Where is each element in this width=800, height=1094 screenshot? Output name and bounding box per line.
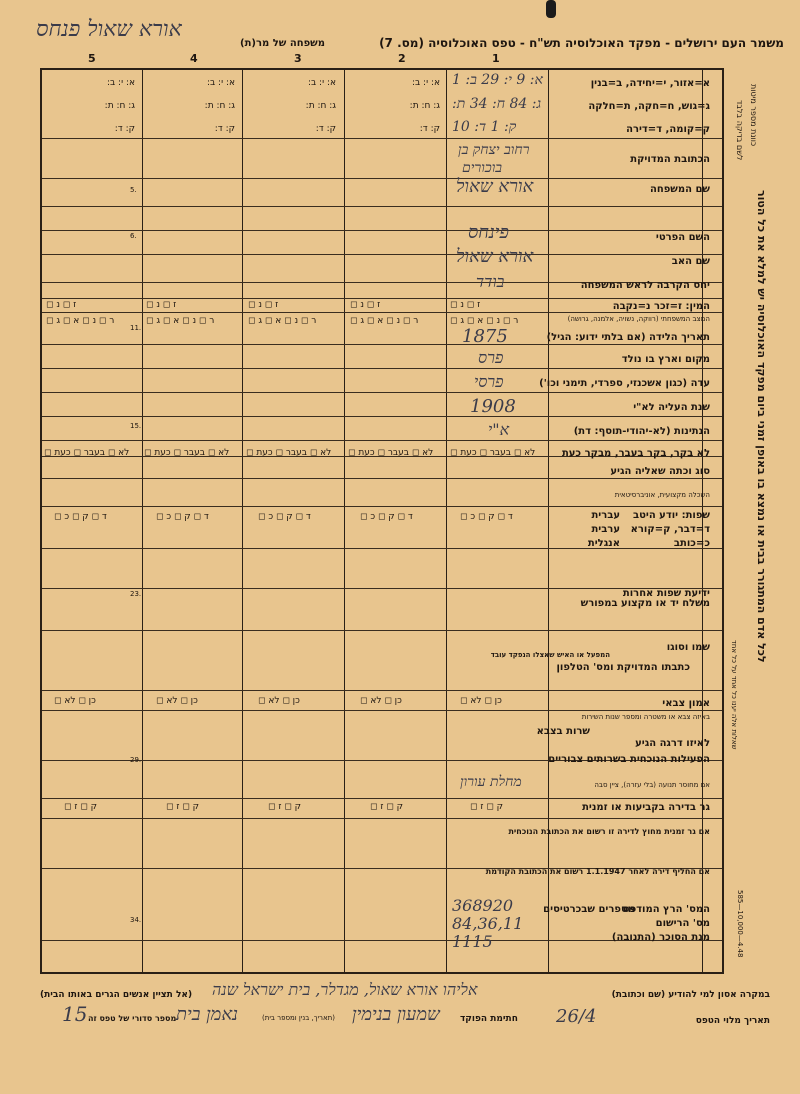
right-small-text: לשם בדיקה בלבד	[735, 100, 744, 161]
row-label-prev-address: אם החליף דירה לאחר 1.1.1947 רשום את הכתובת הקודמת	[485, 867, 710, 876]
row-label-army-service: באיזה צבא או משטרה ומספר שנות השירות	[581, 713, 710, 721]
hw-first-name: פינחס	[468, 222, 509, 243]
row-label-first-name: השם הפרטי	[655, 232, 710, 243]
marital-options-col1: ר ◻ נ ◻ א ◻ ג ◻	[450, 316, 519, 326]
marital-options-col5: ר ◻ נ ◻ א ◻ ג ◻	[46, 316, 115, 326]
row-label-military-training: אמון צבאי	[662, 698, 710, 709]
group-certificates: מספרים שבכרטיסים	[543, 904, 635, 915]
codes-line1-col2: א: י: ב:	[411, 78, 440, 88]
family-name-handwritten: אורא שאול פנחס	[36, 17, 182, 42]
row-label-other-languages: ידיעת שפות אחרות	[622, 588, 710, 599]
codes-line2-col4: ג: ח: ת:	[204, 101, 235, 111]
row-label-sugar: מנת הסוכר (התנובה)	[611, 932, 710, 943]
hw-area-values: א: 9 י: 29 ב: 1	[452, 72, 543, 88]
row-label-workplace-address: כתבתו המדויקת ומס' הטלפון	[556, 662, 690, 673]
row-label-serial: המס' הרץ המודפס	[622, 904, 710, 915]
group-army: שרות בצבא	[536, 726, 590, 737]
codes-line1-col4: א: י: ב:	[206, 78, 235, 88]
print-code: 585—10,000—4.48	[736, 890, 744, 958]
school-options-col1: לא ◻ בעבר ◻ כעת ◻	[450, 448, 536, 458]
row-label-immigration: שנת העליה לא"י	[633, 402, 710, 413]
lang-options-col2: ד ◻ ק ◻ כ ◻	[360, 512, 413, 522]
school-options-col3: לא ◻ בעבר ◻ כעת ◻	[246, 448, 332, 458]
row-num: 5.	[130, 186, 137, 194]
row-num: 11.	[130, 324, 142, 332]
column-number-3: 3	[294, 52, 302, 65]
row-label-citizenship: הנתינות (לא-יהודי-תוסף: דת)	[573, 426, 710, 437]
row-label-community: עדה (כגון אשכנזי, ספרדי, תימני וכו')	[539, 378, 710, 389]
column-number-2: 2	[398, 52, 406, 65]
row-label-lang-key2: כ=כותב	[673, 538, 710, 549]
field-floor-apartment: ק=קומה, ד=דירה	[626, 124, 710, 135]
codes-line3-col3: ק: ד:	[315, 124, 336, 134]
residence-options-col4: ק ◻ ז ◻	[166, 802, 200, 812]
row-label-marital: המצב המשפחתי (רווקה, נשויה, אלמנה, גרושה)	[567, 315, 710, 323]
hw-floor-values: ק: 1 ד: 10	[452, 119, 517, 135]
right-vertical-instruction: לכל אדם המתגורר בבית או נמצא בו באופן זמני ביום מפקד האוכלוסיה יש למלא את כל הטור	[755, 190, 768, 663]
marital-options-col3: ר ◻ נ ◻ א ◻ ג ◻	[248, 316, 317, 326]
hw-registry-number: 368920	[452, 896, 514, 915]
emergency-label: במקרה אסון למי להודיע (שם וכתובת)	[611, 990, 770, 1000]
form-number-value: 15	[62, 1002, 88, 1026]
row-label-workplace-name: שמו וסוגו	[666, 642, 710, 653]
residence-options-col3: ק ◻ ז ◻	[268, 802, 302, 812]
row-label-birth-date: תאריך הלידה (אם בלתי ידוע: הגיל)	[546, 332, 710, 343]
codes-line3-col2: ק: ד:	[419, 124, 440, 134]
army-options-col4: כן ◻ לא ◻	[156, 696, 198, 706]
hw-public-activity: מחלת עורון	[460, 774, 522, 790]
form-number-label: מספר סדורי של טפס זה	[88, 1014, 177, 1023]
army-options-col3: כן ◻ לא ◻	[258, 696, 300, 706]
field-block-parcel: ג=גוש, ח=חקה, ת=חלקה	[588, 101, 710, 112]
signature-label: חתימת הפוקד	[460, 1014, 518, 1024]
language-arabic: ערבית	[591, 524, 620, 535]
row-label-surname: שם המשפחה	[649, 184, 710, 195]
row-num: 29.	[130, 756, 142, 764]
lang-options-col5: ד ◻ ק ◻ כ ◻	[54, 512, 107, 522]
lang-options-col4: ד ◻ ק ◻ כ ◻	[156, 512, 209, 522]
residence-options-col5: ק ◻ ז ◻	[64, 802, 98, 812]
row-label-temp-address: אם גר זמנית מחוץ לדירה זו רשום את הכתובת הנוכחית	[508, 827, 710, 836]
school-options-col2: לא ◻ בעבר ◻ כעת ◻	[348, 448, 434, 458]
residence-options-col2: ק ◻ ז ◻	[370, 802, 404, 812]
marital-options-col2: ר ◻ נ ◻ א ◻ ג ◻	[350, 316, 419, 326]
row-label-occupation: משלח יד או מקצוע במפורש	[580, 598, 710, 609]
row-label-relation: יחס הקרבה לראש המשפחה	[580, 280, 710, 291]
emergency-value: אליהו אורא שאול, מגדלר, בית ישראל שנה	[212, 980, 478, 999]
codes-line3-col5: ק: ד:	[114, 124, 135, 134]
sex-options-col3: ז ◻ נ ◻	[248, 300, 279, 310]
army-options-col1: כן ◻ לא ◻	[460, 696, 502, 706]
field-exact-address: הכתובת המדויקת	[630, 154, 710, 165]
sex-options-col2: ז ◻ נ ◻	[350, 300, 381, 310]
punch-hole	[546, 0, 556, 18]
row-label-disability: אם מחוסר תנועה (בלי עזרה), ציין סבה	[594, 781, 710, 789]
hw-birth-date: 1875	[462, 326, 508, 347]
row-label-registration: מס' הרישום	[655, 918, 710, 929]
emergency-note: (אל תציין אנשים הגרים באותו הבית)	[40, 990, 193, 1000]
row-num: 23.	[130, 590, 142, 598]
hw-community: פרסי	[474, 372, 504, 391]
row-label-father-name: שם האב	[671, 256, 710, 267]
left-vertical-text: שאלות אלה יענו כל אחד על כל אחד	[730, 640, 738, 750]
right-corner-text: כוונת מספר מיטות	[749, 84, 758, 147]
hw-surname: אורא שאול	[456, 176, 534, 197]
row-label-school: לא בקר, בקר בעבר, מבקר כעת	[561, 448, 710, 459]
form-title: משמר העם ירושלים - מפקד האוכלוסיה תש"ח - טפס האוכלוסיה (מס. 7)	[379, 36, 784, 50]
sex-options-col4: ז ◻ נ ◻	[146, 300, 177, 310]
field-area-unit-building: א=אזור, י=יחידה, ב=בנין	[590, 78, 710, 89]
building-label: (תאריך, בנין ומספר בית)	[262, 1014, 335, 1022]
language-hebrew: עברית	[591, 510, 620, 521]
hw-address-line2: בוכורים	[462, 160, 503, 176]
hw-registration: 84,36,11	[452, 914, 524, 933]
codes-line2-col5: ג: ח: ת:	[104, 101, 135, 111]
group-workplace: המפעל או האיש שאצלו הנפקד עובד	[490, 651, 610, 659]
lang-options-col3: ד ◻ ק ◻ כ ◻	[258, 512, 311, 522]
codes-line3-col4: ק: ד:	[214, 124, 235, 134]
codes-line2-col3: ג: ח: ת:	[305, 101, 336, 111]
row-label-languages: שפות: יודע היטב	[632, 510, 710, 521]
row-num: 34.	[130, 916, 142, 924]
lang-options-col1: ד ◻ ק ◻ כ ◻	[460, 512, 513, 522]
column-number-5: 5	[88, 52, 96, 65]
language-english: אנגלית	[587, 538, 620, 549]
marital-options-col4: ר ◻ נ ◻ א ◻ ג ◻	[146, 316, 215, 326]
row-label-residence: גר בדירה בקביעות או זמנית	[582, 802, 710, 813]
date-label: תאריך מלוי הטפס	[695, 1016, 770, 1026]
row-label-rank: לאיזו דרגה הגיע	[635, 738, 710, 749]
column-number-4: 4	[190, 52, 198, 65]
hw-father-name: אורא שאול	[456, 246, 534, 267]
row-label-birth-place: מקום וארץ בו נולד	[621, 354, 710, 365]
family-label: משפחה של מר(ת)	[240, 38, 325, 49]
codes-line1-col5: א: י: ב:	[106, 78, 135, 88]
hw-block-values: ג: 84 ח: 34 ת:	[452, 96, 542, 112]
hw-sugar: 1115	[452, 932, 493, 951]
school-options-col5: לא ◻ בעבר ◻ כעת ◻	[44, 448, 130, 458]
sex-options-col1: ז ◻ נ ◻	[450, 300, 481, 310]
hw-citizenship: א"י	[488, 420, 510, 439]
row-num: 6.	[130, 232, 137, 240]
army-options-col2: כן ◻ לא ◻	[360, 696, 402, 706]
row-label-lang-key1: ד=דבר, ק=קורא	[630, 524, 710, 535]
army-options-col5: כן ◻ לא ◻	[54, 696, 96, 706]
hw-address-line1: רחוב יצחק בן	[458, 142, 530, 158]
signature-value: שמעון בנימין	[352, 1004, 440, 1025]
codes-line1-col3: א: י: ב:	[307, 78, 336, 88]
row-num: 15.	[130, 422, 142, 430]
column-number-1: 1	[492, 52, 500, 65]
date-value: 26/4	[556, 1006, 597, 1027]
row-label-public-activity: הפעילות הנוכחית בשרותים צבוריים	[548, 754, 710, 765]
hw-relation: בודד	[476, 272, 505, 291]
codes-line2-col2: ג: ח: ת:	[409, 101, 440, 111]
building-value: נאמן בית	[176, 1004, 239, 1025]
residence-options-col1: ק ◻ ז ◻	[470, 802, 504, 812]
row-label-higher-ed: השכלה מקצועית, אוניברסיטאית	[614, 491, 710, 499]
hw-immigration-year: 1908	[470, 396, 516, 417]
sex-options-col5: ז ◻ נ ◻	[46, 300, 77, 310]
row-label-sex: המין: ז=זכר נ=נקבה	[612, 301, 710, 312]
hw-birth-place: פרס	[478, 348, 504, 367]
school-options-col4: לא ◻ בעבר ◻ כעת ◻	[144, 448, 230, 458]
row-label-class: סוג וכתה שאליה הגיע	[610, 466, 710, 477]
